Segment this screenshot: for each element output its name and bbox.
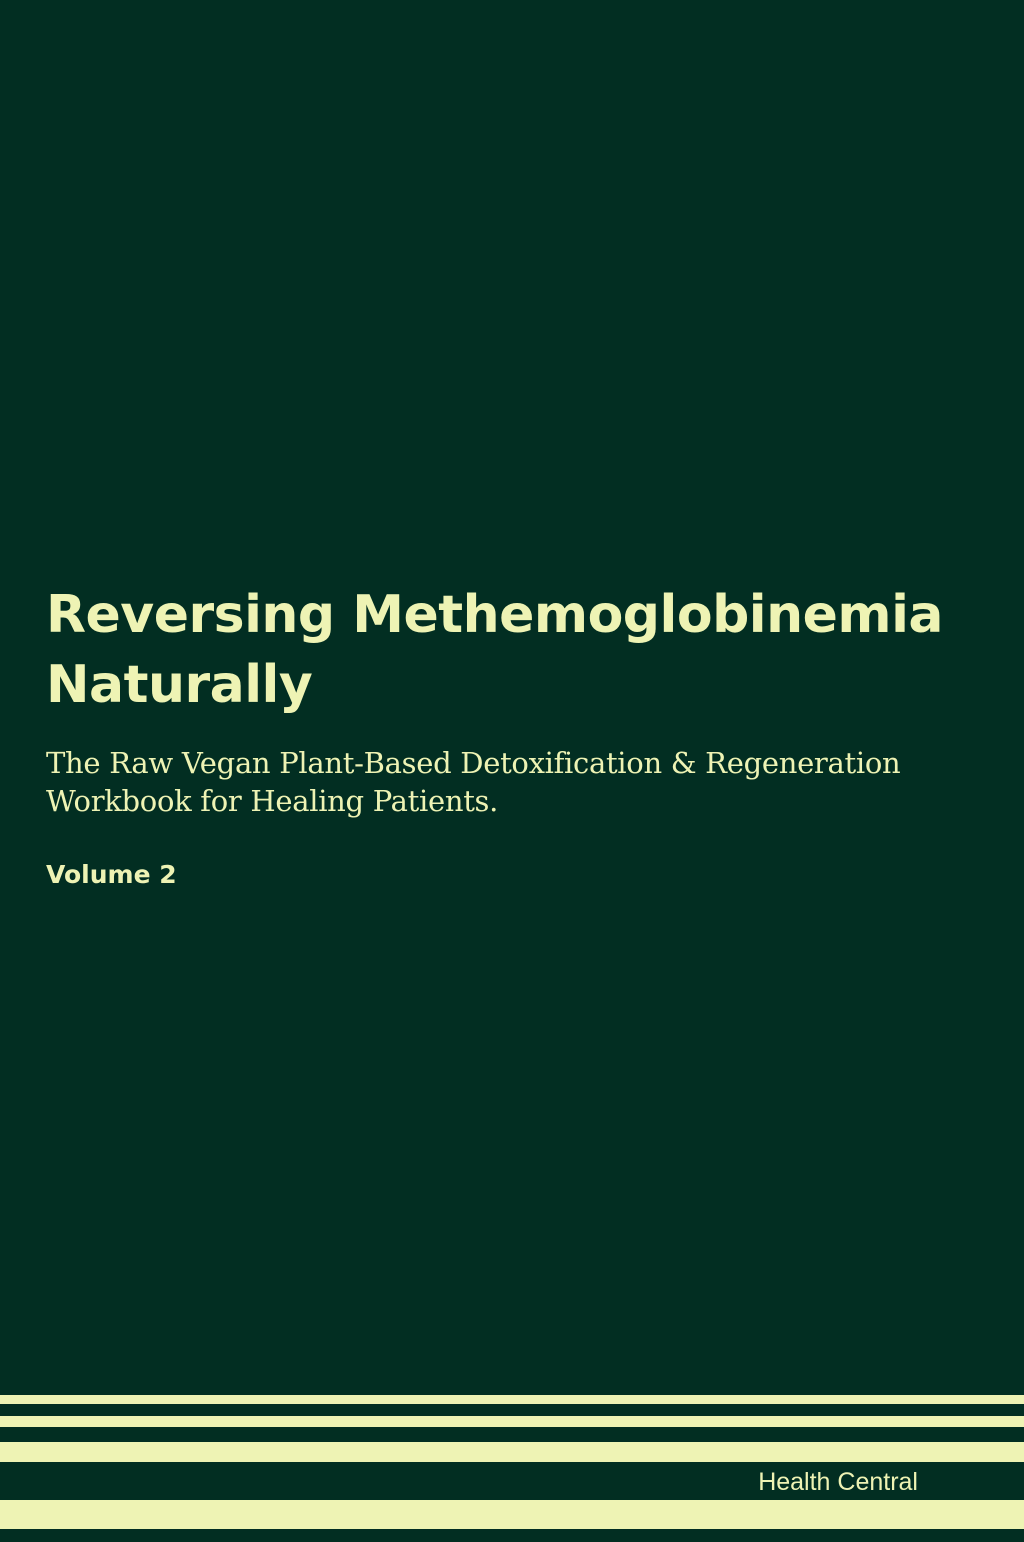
book-title-line-2: Naturally <box>46 655 313 715</box>
book-subtitle-line-1: The Raw Vegan Plant-Based Detoxification & Regeneration <box>46 746 901 780</box>
book-subtitle <box>46 744 986 820</box>
decorative-stripe-3 <box>0 1442 1024 1462</box>
book-subtitle-line-2: Workbook for Healing Patients. <box>46 784 499 818</box>
book-title-line-1: Reversing Methemoglobinemia <box>46 585 944 645</box>
publisher-name: Health Central <box>758 1468 918 1496</box>
book-title <box>46 580 986 720</box>
decorative-stripe-2 <box>0 1416 1024 1427</box>
decorative-stripe-1 <box>0 1395 1024 1404</box>
decorative-stripe-4 <box>0 1500 1024 1529</box>
volume-label: Volume 2 <box>46 860 177 889</box>
